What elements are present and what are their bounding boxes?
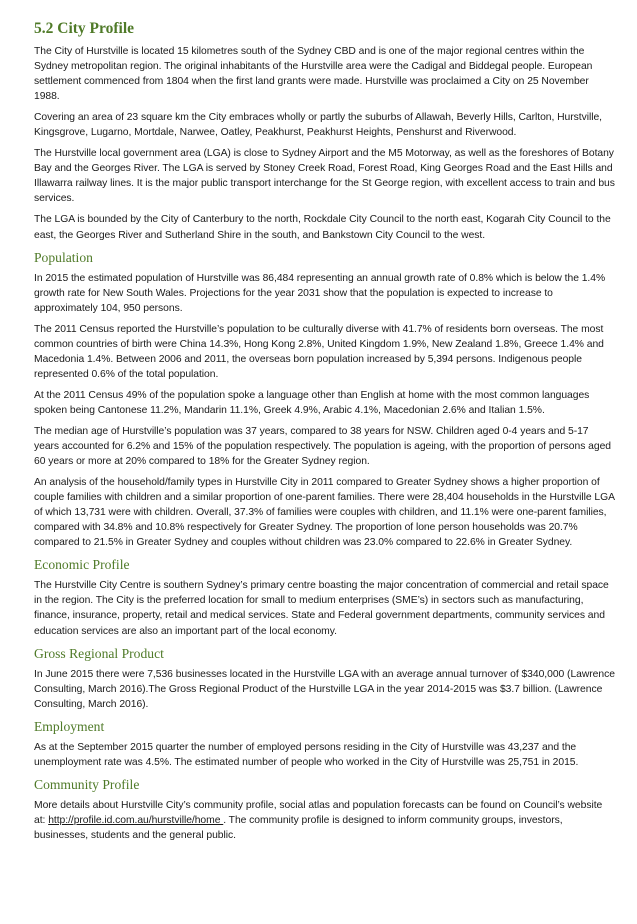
community-paragraph-1 (34, 798, 615, 843)
intro-paragraph-1: The City of Hurstville is located 15 kilometres south of the Sydney CBD and is one of the major regional centres within the Sydney metropolitan region. The original inhabitants of the Hurstville area were the Cadigal and Biddegal people. European settlement commenced from 1804 when the first land grants were made. Hurstville was proclaimed a City on 25 November 1988. (34, 46, 593, 103)
intro-paragraph-2: Covering an area of 23 square km the City embraces wholly or partly the suburbs of Allawah, Beverly Hills, Carlton, Hurstville, Kingsgrove, Lugarno, Mortdale, Narwee, Oatley, Peakhurst, Peakhurst Heights, Penshurst and Riverwood. (34, 112, 602, 139)
economic-profile-heading: Economic Profile (34, 557, 130, 573)
population-paragraph-5: An analysis of the household/family types in Hurstville City in 2011 compared to Greater Sydney shows a higher proportion of couple families with children and a similar proportion of one-parent families. There were 28,404 households in the Hurstville LGA of which 13,731 were with children. Overall, 37.3% of families were couples with children, and 11.1% were one-parent families, compared with 34.8% and 10.8% respectively for Greater Sydney. The proportion of lone person households was 20.7% compared to 21.5% in Greater Sydney and couples without children was 23.0% compared to 22.6% in Greater Sydney. (34, 477, 615, 549)
economic-paragraph-1: The Hurstville City Centre is southern Sydney’s primary centre boasting the major concentration of commercial and retail space in the region. The City is the preferred location for small to medium enterprises (SME’s) in sectors such as manufacturing, finance, insurance, property, retail and medical services. State and Federal government departments, community services and education services are also an important part of the local economy. (34, 580, 609, 637)
gross-regional-product-heading: Gross Regional Product (34, 645, 164, 661)
population-paragraph-4: The median age of Hurstville’s population was 37 years, compared to 38 years for NSW. Children aged 0-4 years and 5-17 years accounted for 6.2% and 15% of the population respectively. The population is ageing, with the proportion of persons aged 60 years or more at 20% compared to 18% for the Greater Sydney region. (34, 425, 611, 468)
population-paragraph-1: In 2015 the estimated population of Hurstville was 86,484 representing an annual growth rate of 0.8% which is below the 1.4% growth rate for New South Wales. Projections for the year 2031 show that the population is expected to increase to approximately 104, 950 persons. (34, 272, 606, 314)
population-paragraph-2: The 2011 Census reported the Hurstville’s population to be culturally diverse with 41.7% of residents born overseas. The most common countries of birth were China 14.3%, Hong Kong 2.8%, United Kingdom 1.9%, New Zealand 1.8%, Greece 1.4% and Macedonia 1.4%. Between 2006 and 2011, the overseas born population increased by 5,394 persons. Indigenous people represented 0.6% of the total population. (34, 323, 604, 380)
population-heading: Population (34, 249, 93, 265)
employment-paragraph-1: As at the September 2015 quarter the number of employed persons residing in the City of Hurstville was 43,237 and the unemployment rate was 4.5%. The estimated number of people who worked in the City of Hurstville was 25,751 in 2015. (34, 741, 579, 768)
intro-paragraph-4: The LGA is bounded by the City of Canterbury to the north, Rockdale City Council to the north east, Kogarah City Council to the east, the Georges River and Sutherland Shire in the south, and Bankstown City Council to the west. (34, 214, 611, 241)
community-profile-heading: Community Profile (34, 776, 140, 792)
community-profile-link[interactable]: http://profile.id.com.au/hurstville/home (48, 814, 224, 826)
page-title: 5.2 City Profile (34, 20, 135, 37)
community-text-after-link: . The community profile is designed to inform community groups, investors, businesses, students and the general public. (34, 814, 563, 841)
employment-heading: Employment (34, 718, 105, 734)
grp-paragraph-1: In June 2015 there were 7,536 businesses located in the Hurstville LGA with an average annual turnover of $340,000 (Lawrence Consulting, March 2016).The Gross Regional Product of the Hurstville LGA in the year 2014-2015 was $3.7 billion. (Lawrence Consulting, March 2016). (34, 668, 615, 710)
intro-paragraph-3: The Hurstville local government area (LGA) is close to Sydney Airport and the M5 Motorway, as well as the foreshores of Botany Bay and the Georges River. The LGA is served by Stoney Creek Road, Forest Road, King Georges Road and the East Hills and Illawarra railway lines. It is the major public transport interchange for the St George region, with excellent access to train and bus services. (34, 148, 615, 205)
population-paragraph-3: At the 2011 Census 49% of the population spoke a language other than English at home with the most common languages spoken being Cantonese 11.2%, Mandarin 11.1%, Greek 4.9%, Arabic 4.1%, Macedonian 2.6% and Italian 1.5%. (34, 389, 590, 416)
community-text-before-link: More details about Hurstville City’s community profile, social atlas and population forecasts can be found on Council’s website at: (34, 799, 603, 826)
